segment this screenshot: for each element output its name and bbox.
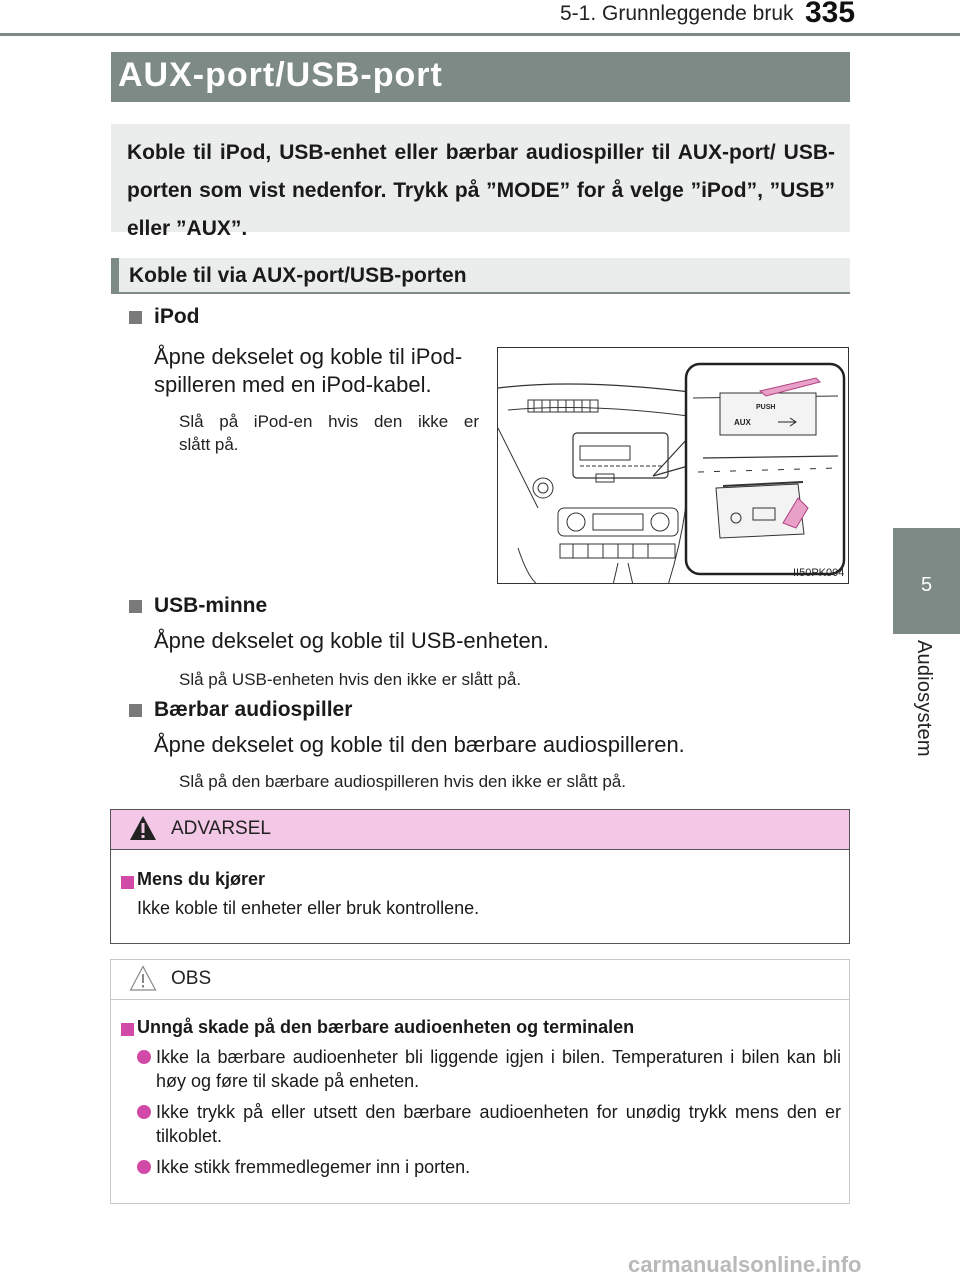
ipod-note-line1: Slå på iPod-en hvis den ikke er bbox=[179, 412, 479, 431]
usb-note: Slå på USB-enheten hvis den ikke er slått på. bbox=[179, 670, 522, 689]
square-bullet-icon bbox=[129, 600, 142, 613]
notice-header bbox=[111, 960, 849, 1000]
portable-note: Slå på den bærbare audiospilleren hvis den ikke er slått på. bbox=[179, 772, 626, 791]
warning-subheading: Mens du kjører bbox=[137, 869, 266, 889]
intro-text: Koble til iPod, USB-enhet eller bærbar audiospiller til AUX-port/ USB-porten som vist nedenfor. Trykk på ”MODE” for å velge ”iPod”, ”USB” eller ”AUX”. bbox=[127, 141, 835, 240]
chapter-label: Audiosystem bbox=[913, 640, 935, 757]
console-illustration bbox=[497, 347, 849, 584]
notice-item-2: Ikke trykk på eller utsett den bærbare audioenheten for unødig trykk mens den er tilkoblet. bbox=[156, 1102, 841, 1146]
portable-heading: Bærbar audiospiller bbox=[154, 698, 353, 721]
header-divider bbox=[0, 33, 960, 36]
section-heading: Koble til via AUX-port/USB-porten bbox=[129, 264, 467, 287]
page-title: AUX-port/USB-port bbox=[118, 56, 443, 94]
round-bullet-icon bbox=[137, 1050, 151, 1064]
round-bullet-icon bbox=[137, 1160, 151, 1174]
console-drawing bbox=[498, 348, 849, 584]
ipod-text-line1: Åpne dekselet og koble til iPod- bbox=[154, 344, 463, 369]
notice-item-1: Ikke la bærbare audioenheter bli liggende igjen i bilen. Temperaturen i bilen kan bli høy og føre til skade på enheten. bbox=[156, 1047, 841, 1091]
warning-header bbox=[111, 810, 849, 850]
chapter-number: 5 bbox=[920, 574, 933, 596]
section-accent bbox=[111, 258, 119, 294]
warning-title: ADVARSEL bbox=[171, 818, 271, 839]
square-bullet-icon bbox=[121, 876, 134, 889]
ipod-note-line2: slått på. bbox=[179, 435, 239, 454]
figure-code: II50PK004 bbox=[793, 567, 845, 579]
notice-item-3: Ikke stikk fremmedlegemer inn i porten. bbox=[156, 1157, 471, 1177]
caution-triangle-icon bbox=[129, 965, 157, 991]
page-number: 335 bbox=[805, 0, 856, 29]
ipod-text-line2: spilleren med en iPod-kabel. bbox=[154, 372, 432, 397]
aux-label: AUX bbox=[734, 418, 751, 427]
push-label: PUSH bbox=[756, 404, 776, 411]
square-bullet-icon bbox=[129, 704, 142, 717]
portable-text: Åpne dekselet og koble til den bærbare audiospilleren. bbox=[154, 732, 685, 757]
notice-title: OBS bbox=[171, 968, 212, 989]
warning-body: Ikke koble til enheter eller bruk kontrollene. bbox=[137, 898, 480, 918]
notice-box bbox=[110, 959, 850, 1204]
round-bullet-icon bbox=[137, 1105, 151, 1119]
square-bullet-icon bbox=[121, 1023, 134, 1036]
ipod-heading: iPod bbox=[154, 305, 200, 328]
usb-heading: USB-minne bbox=[154, 594, 268, 617]
header-section-label: 5-1. Grunnleggende bruk bbox=[560, 2, 794, 25]
square-bullet-icon bbox=[129, 311, 142, 324]
notice-subheading: Unngå skade på den bærbare audioenheten og terminalen bbox=[137, 1017, 635, 1037]
watermark: carmanualsonline.info bbox=[628, 1252, 862, 1277]
warning-box bbox=[110, 809, 850, 944]
usb-text: Åpne dekselet og koble til USB-enheten. bbox=[154, 628, 550, 653]
warning-triangle-icon bbox=[129, 815, 157, 841]
